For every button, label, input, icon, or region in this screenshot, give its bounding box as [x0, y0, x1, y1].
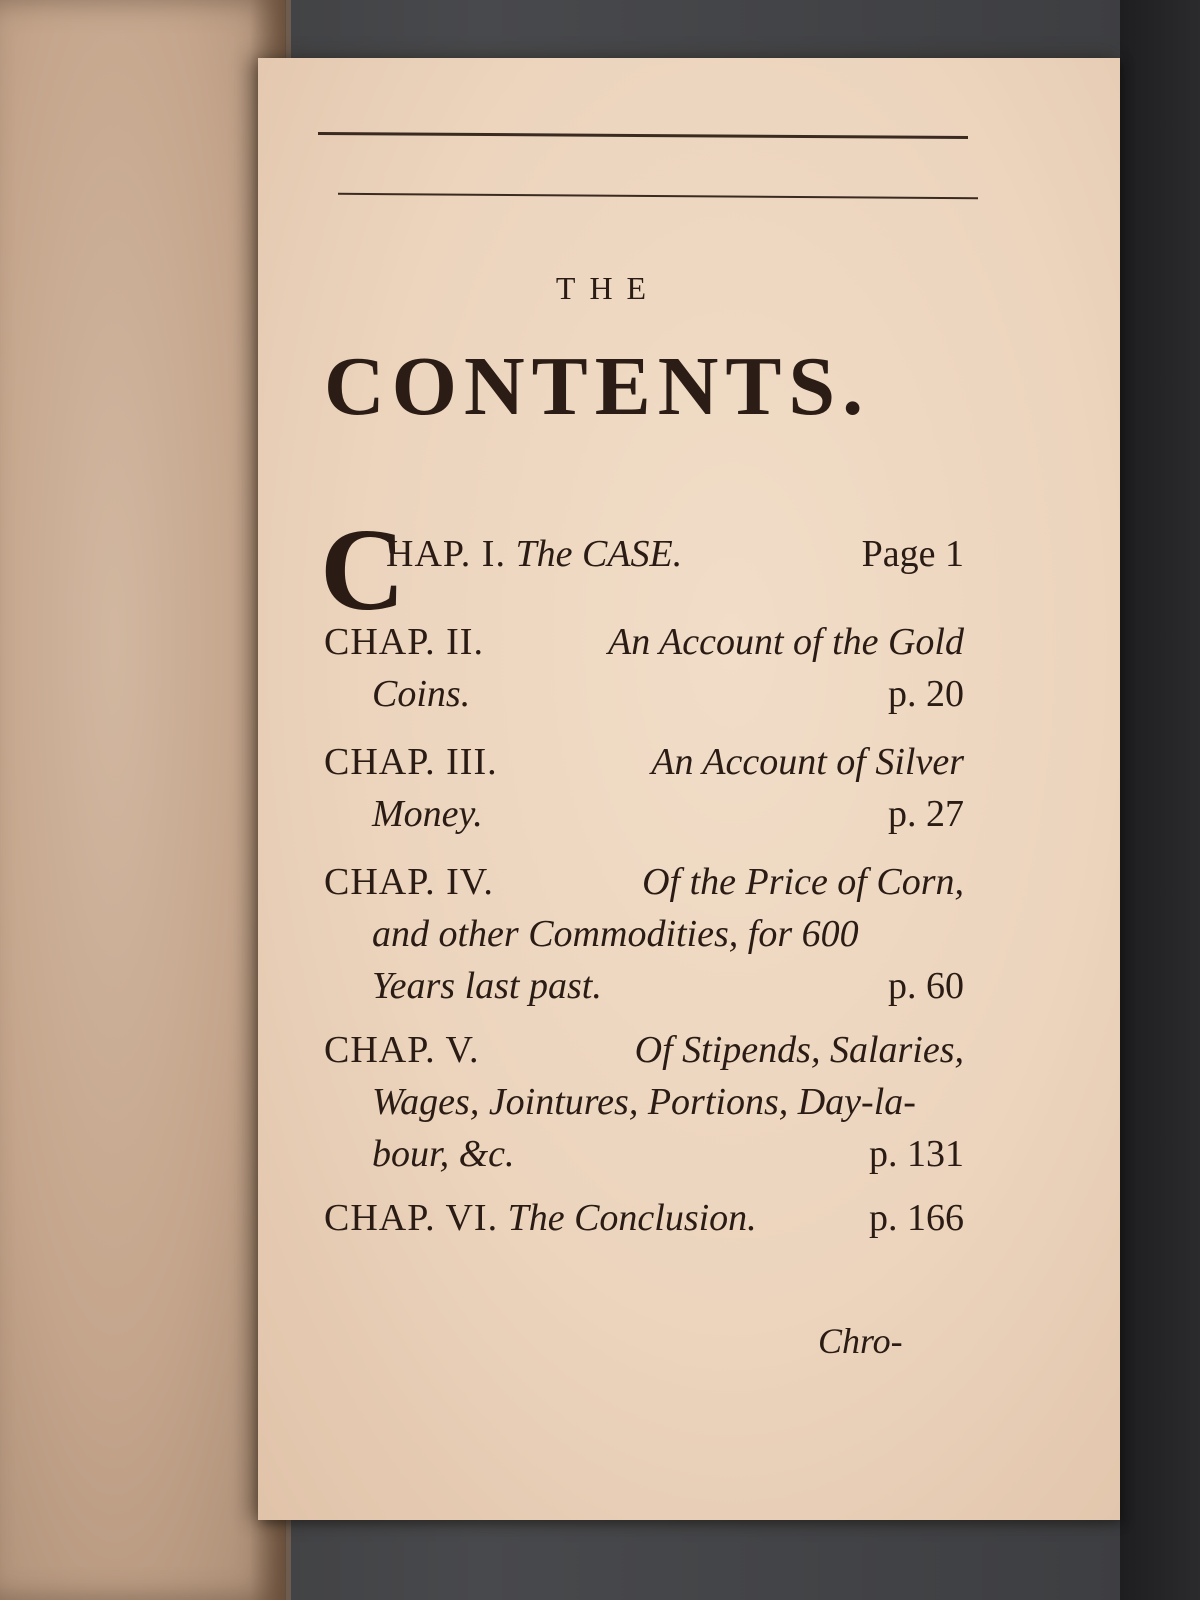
chap-5-title-line2: Wages, Jointures, Portions, Day-la-: [372, 1081, 916, 1123]
chap-6-page: p. 166: [869, 1197, 964, 1239]
chap-5-head: CHAP. V.: [324, 1029, 480, 1071]
chap-4-title-line2: and other Commodities, for 600: [372, 913, 859, 955]
chap-4-title-line3: Years last past.: [372, 965, 602, 1007]
toc-entry-chap-3: [324, 736, 964, 840]
toc-entry-chap-5: [324, 1024, 964, 1180]
toc-entry-chap-4: [324, 856, 964, 1012]
chap-1-page: Page 1: [861, 533, 964, 575]
chap-2-title-line1: An Account of the Gold: [607, 621, 964, 663]
catchword: Chro-: [818, 1321, 903, 1361]
chap-5-page: p. 131: [869, 1133, 964, 1175]
chap-6-head: CHAP. VI.: [324, 1197, 499, 1239]
chap-3-head: CHAP. III.: [324, 741, 498, 783]
toc-entry-chap-2: [324, 616, 964, 720]
chap-2-head: CHAP. II.: [324, 621, 484, 663]
drop-cap: C: [320, 504, 406, 635]
heading-the: THE: [555, 270, 661, 306]
chap-1-title: The CASE.: [515, 533, 683, 575]
chap-5-title-line1: Of Stipends, Salaries,: [634, 1029, 964, 1071]
toc-entry-chap-6: [324, 1192, 964, 1244]
chap-4-title-line1: Of the Price of Corn,: [642, 861, 964, 903]
book-cover: [0, 0, 291, 1600]
chap-6-title: The Conclusion.: [507, 1197, 757, 1239]
chap-3-page: p. 27: [888, 793, 964, 835]
chap-1-head: HAP. I.: [386, 533, 506, 575]
book-page: [258, 58, 1120, 1520]
heading-contents: CONTENTS.: [324, 340, 871, 433]
chap-3-title-line2: Money.: [372, 793, 483, 835]
chap-4-page: p. 60: [888, 965, 964, 1007]
chap-5-title-line3: bour, &c.: [372, 1133, 515, 1175]
toc-entry-chap-1: [386, 528, 964, 580]
second-rule: [338, 193, 978, 199]
chap-2-page: p. 20: [888, 673, 964, 715]
chap-3-title-line1: An Account of Silver: [651, 741, 964, 783]
chap-2-title-line2: Coins.: [372, 673, 471, 715]
top-rule: [318, 132, 968, 139]
chap-4-head: CHAP. IV.: [324, 861, 494, 903]
background-right: [1120, 0, 1200, 1600]
